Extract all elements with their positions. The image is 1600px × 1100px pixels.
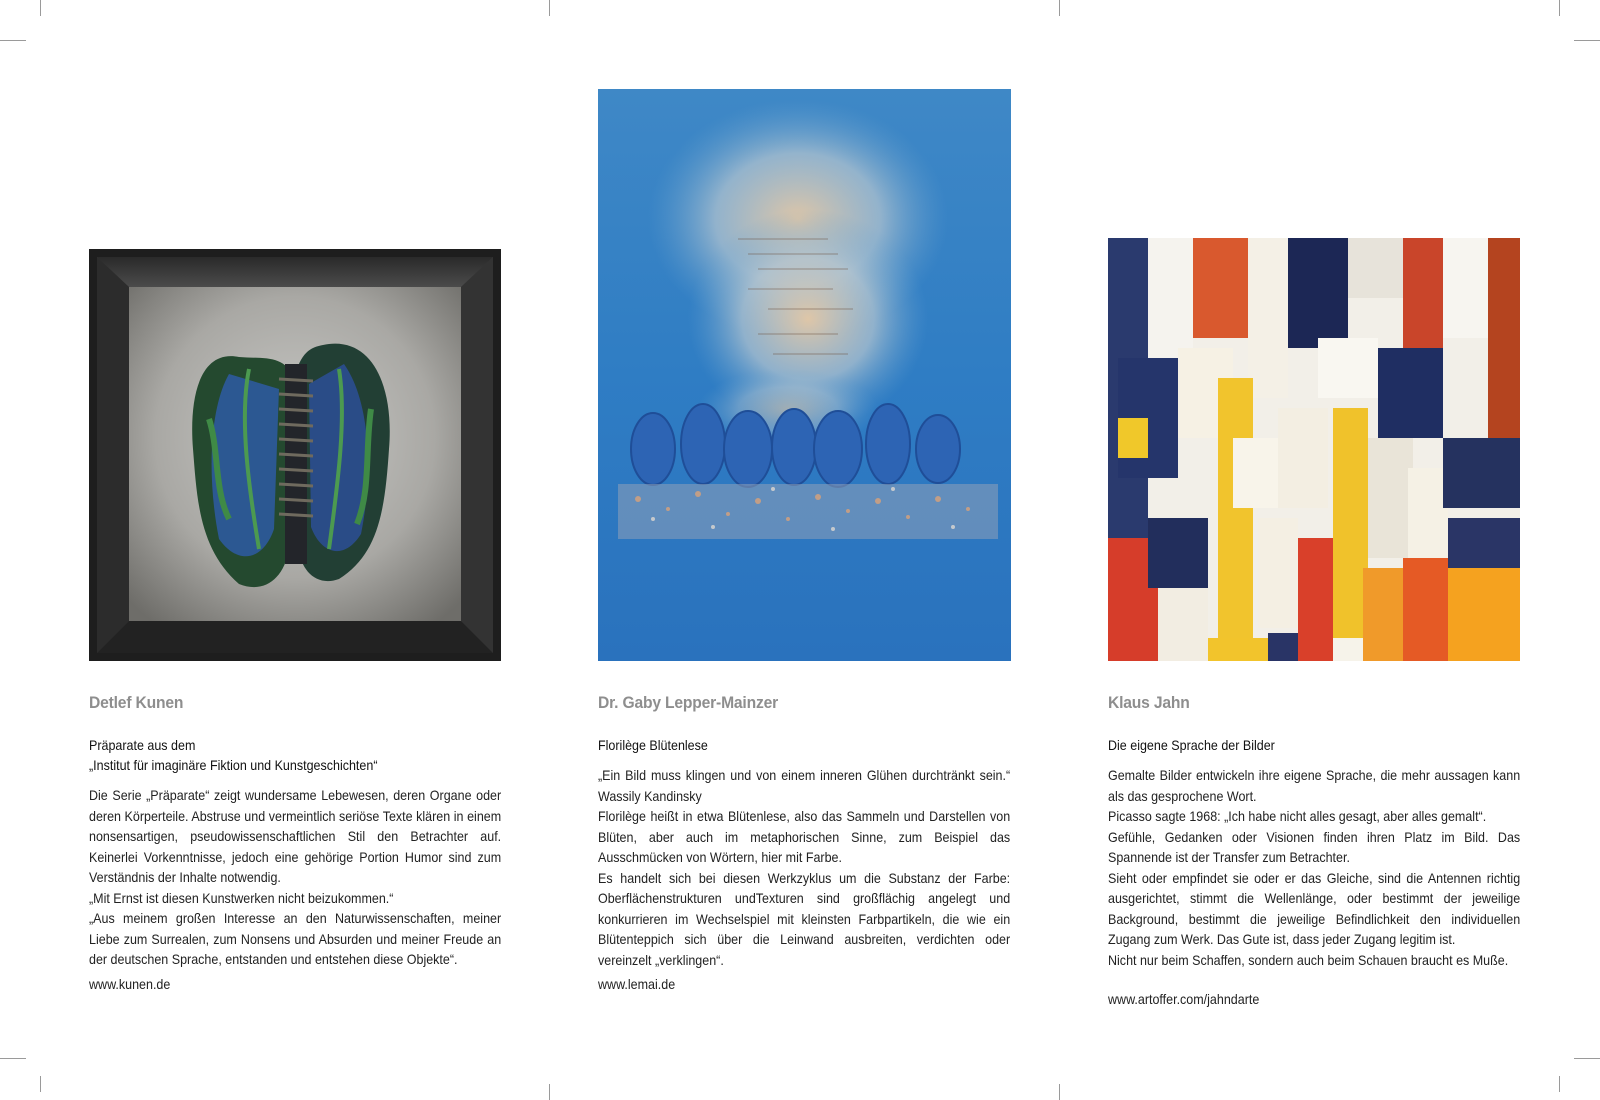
artwork-image-kunen: [89, 249, 501, 661]
description-paragraph: Picasso sagte 1968: „Ich habe nicht alles gesagt, aber alles gemalt“.: [1108, 809, 1487, 824]
artwork-title: [1108, 736, 1520, 756]
artist-name: Dr. Gaby Lepper-Mainzer: [598, 693, 779, 712]
artist-name: Klaus Jahn: [1108, 693, 1190, 712]
description-paragraph: Nicht nur beim Schaffen, sondern auch beim Schauen braucht es Muße.: [1108, 952, 1509, 968]
artist-name: Detlef Kunen: [89, 693, 184, 712]
artist-column-kunen: [89, 693, 501, 1013]
crop-mark: [0, 1058, 26, 1059]
artwork-image-jahn: [1108, 238, 1520, 661]
artwork-title-line: Präparate aus dem: [89, 738, 196, 753]
description-paragraph: Gemalte Bilder entwickeln ihre eigene Sprache, die mehr aussagen kann als das gesprochene Wort.: [1108, 768, 1521, 804]
artwork-description: [598, 766, 1010, 971]
artist-website-link[interactable]: www.lemai.de: [598, 977, 676, 992]
crop-mark: [1559, 0, 1560, 16]
description-paragraph: Es handelt sich bei diesen Werkzyklus um die Substanz der Farbe: Oberflächenstrukturen undTexturen sind großflächig angelegt und konkurrieren im Wechselspiel mit kleinsten Farbpartikeln, die wie ein Blütenteppich sich über die Leinwand ausbreiten, verdichten oder vereinzelt „verklingen“.: [598, 870, 1011, 968]
description-paragraph: „Mit Ernst ist diesen Kunstwerken nicht beizukommen.“: [89, 890, 394, 906]
artwork-title-line: Die eigene Sprache der Bilder: [1108, 738, 1275, 753]
description-paragraph: Florilège heißt in etwa Blütenlese, also das Sammeln und Darstellen von Blüten, aber auch im metaphorischen Sinne, zum Beispiel das Ausschmücken von Wörtern, hier mit Farbe.: [598, 809, 1011, 865]
artwork-title-line: „Institut für imaginäre Fiktion und Kunstgeschichten“: [89, 758, 378, 773]
crop-mark: [1574, 1058, 1600, 1059]
crop-mark: [549, 1084, 550, 1100]
crop-mark: [1059, 1084, 1060, 1100]
description-paragraph: Die Serie „Präparate“ zeigt wundersame Lebewesen, deren Organe oder deren Körperteile. Abstruse und vermeintlich seriöse Texte klären in einem nonsensartigen, pseudowissenschaftlichen Stil den Betrachter auf. Keinerlei Vorkenntnisse, jedoch eine gehörige Portion Humor sind zum Verständnis der Inhalte notwendig.: [89, 788, 502, 885]
description-paragraph: Sieht oder empfindet sie oder er das Gleiche, sind die Antennen richtig ausgerichtet, stimmt die Wellenlänge, oder bestimmt der jeweilige Background, bestimmt die jeweilige Befindlichkeit den individuellen Zugang zum Werk. Das Gute ist, dass jeder Zugang legitim ist.: [1108, 870, 1521, 947]
artist-column-jahn: [1108, 693, 1520, 1023]
crop-mark: [1559, 1076, 1560, 1092]
artwork-description: [89, 786, 501, 971]
artwork-title-line: Florilège Blütenlese: [598, 738, 708, 753]
description-paragraph: Gefühle, Gedanken oder Visionen finden ihren Platz im Bild. Das Spannende ist der Transfer zum Betrachter.: [1108, 829, 1521, 865]
crop-mark: [549, 0, 550, 16]
crop-mark: [40, 0, 41, 16]
crop-mark: [1059, 0, 1060, 16]
description-paragraph: „Aus meinem großen Interesse an den Naturwissenschaften, meiner Liebe zum Surrealen, zum Nonsens und Absurden und meiner Freude an der deutschen Sprache, entstanden und entstehen diese Objekte“.: [89, 911, 502, 967]
artist-column-lepper-mainzer: [598, 693, 1010, 1013]
crop-mark: [1574, 40, 1600, 41]
description-paragraph: „Ein Bild muss klingen und von einem inneren Glühen durchtränkt sein.“ Wassily Kandinsky: [598, 768, 1011, 804]
artist-website-link[interactable]: www.artoffer.com/jahndarte: [1108, 992, 1260, 1007]
artwork-title: [89, 736, 501, 776]
artwork-title: [598, 736, 1010, 756]
artwork-image-lepper-mainzer: [598, 89, 1011, 661]
crop-mark: [0, 40, 26, 41]
crop-mark: [40, 1076, 41, 1092]
artist-website-link[interactable]: www.kunen.de: [89, 977, 171, 992]
artwork-description: [1108, 766, 1520, 971]
